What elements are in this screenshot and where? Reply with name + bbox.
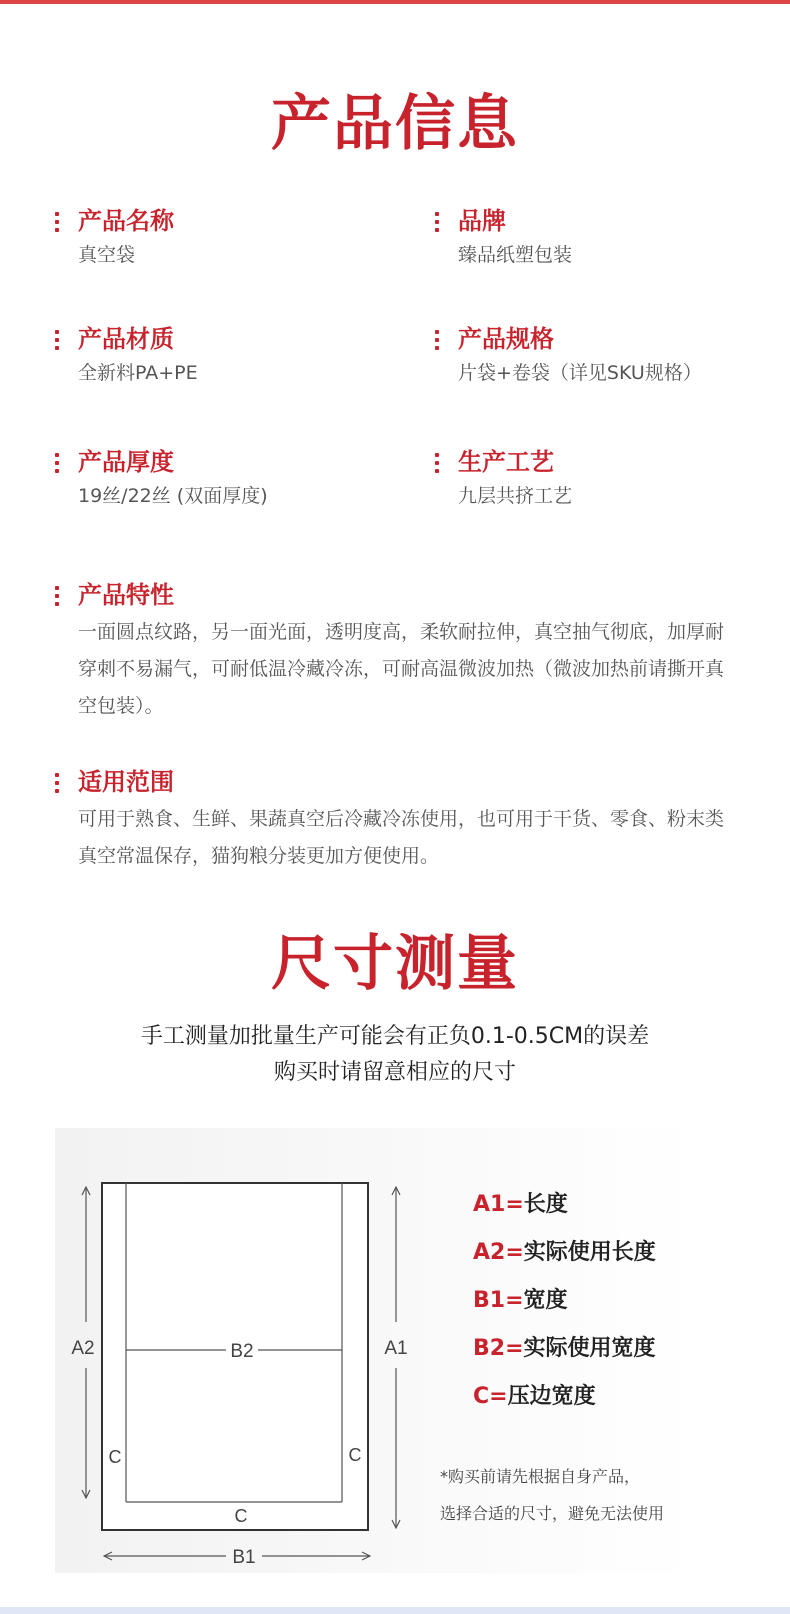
measurement-title: 尺寸测量 — [271, 929, 519, 999]
field-label: 生产工艺 — [458, 448, 554, 476]
field-value: 九层共挤工艺 — [458, 485, 573, 507]
field-label: 产品规格 — [458, 325, 554, 353]
field-value: 19丝/22丝 (双面厚度) — [78, 485, 268, 507]
measurement-subtitle-2: 购买时请留意相应的尺寸 — [273, 1060, 516, 1085]
legend-b2: B2=实际使用宽度 — [473, 1336, 656, 1361]
legend-a2: A2=实际使用长度 — [473, 1240, 656, 1265]
note-line-1: *购买前请先根据自身产品， — [440, 1467, 641, 1486]
field-value: 真空袋 — [78, 244, 136, 266]
bottom-accent-bar — [0, 1607, 790, 1614]
field-value: 臻品纸塑包装 — [458, 244, 573, 266]
label-b2: B2 — [230, 1341, 254, 1362]
features-paragraph: 一面圆点纹路，另一面光面，透明度高，柔软耐拉伸，真空抽气彻底，加厚耐穿刺不易漏气，可耐低温冷藏冷冻，可耐高温微波加热（微波加热前请撕开真空包装）。 — [78, 621, 725, 717]
measurement-subtitle-1: 手工测量加批量生产可能会有正负0.1-0.5CM的误差 — [140, 1024, 650, 1049]
usage-paragraph: 可用于熟食、生鲜、果蔬真空后冷藏冷冻使用，也可用于干货、零食、粉末类真空常温保存，猫狗粮分装更加方便使用。 — [78, 808, 725, 867]
field-label: 产品特性 — [78, 581, 174, 609]
field-label: 适用范围 — [78, 768, 174, 796]
legend-c: C=压边宽度 — [473, 1384, 596, 1409]
field-value: 全新料PA+PE — [78, 362, 198, 384]
field-label: 产品厚度 — [78, 448, 174, 476]
label-a1: A1 — [384, 1338, 408, 1359]
legend-b1: B1=宽度 — [473, 1288, 568, 1313]
label-c-right: C — [348, 1445, 362, 1465]
field-label: 产品材质 — [78, 325, 174, 353]
label-c-left: C — [108, 1447, 122, 1467]
label-b1: B1 — [232, 1547, 256, 1568]
field-label: 产品名称 — [78, 207, 174, 235]
label-c-bottom: C — [234, 1506, 248, 1526]
note-line-2: 选择合适的尺寸，避免无法使用 — [440, 1504, 665, 1523]
field-value: 片袋+卷袋（详见SKU规格） — [458, 362, 702, 384]
field-label: 品牌 — [458, 207, 506, 235]
product-info-title: 产品信息 — [271, 89, 519, 159]
label-a2: A2 — [71, 1338, 95, 1359]
legend-a1: A1=长度 — [473, 1192, 568, 1217]
